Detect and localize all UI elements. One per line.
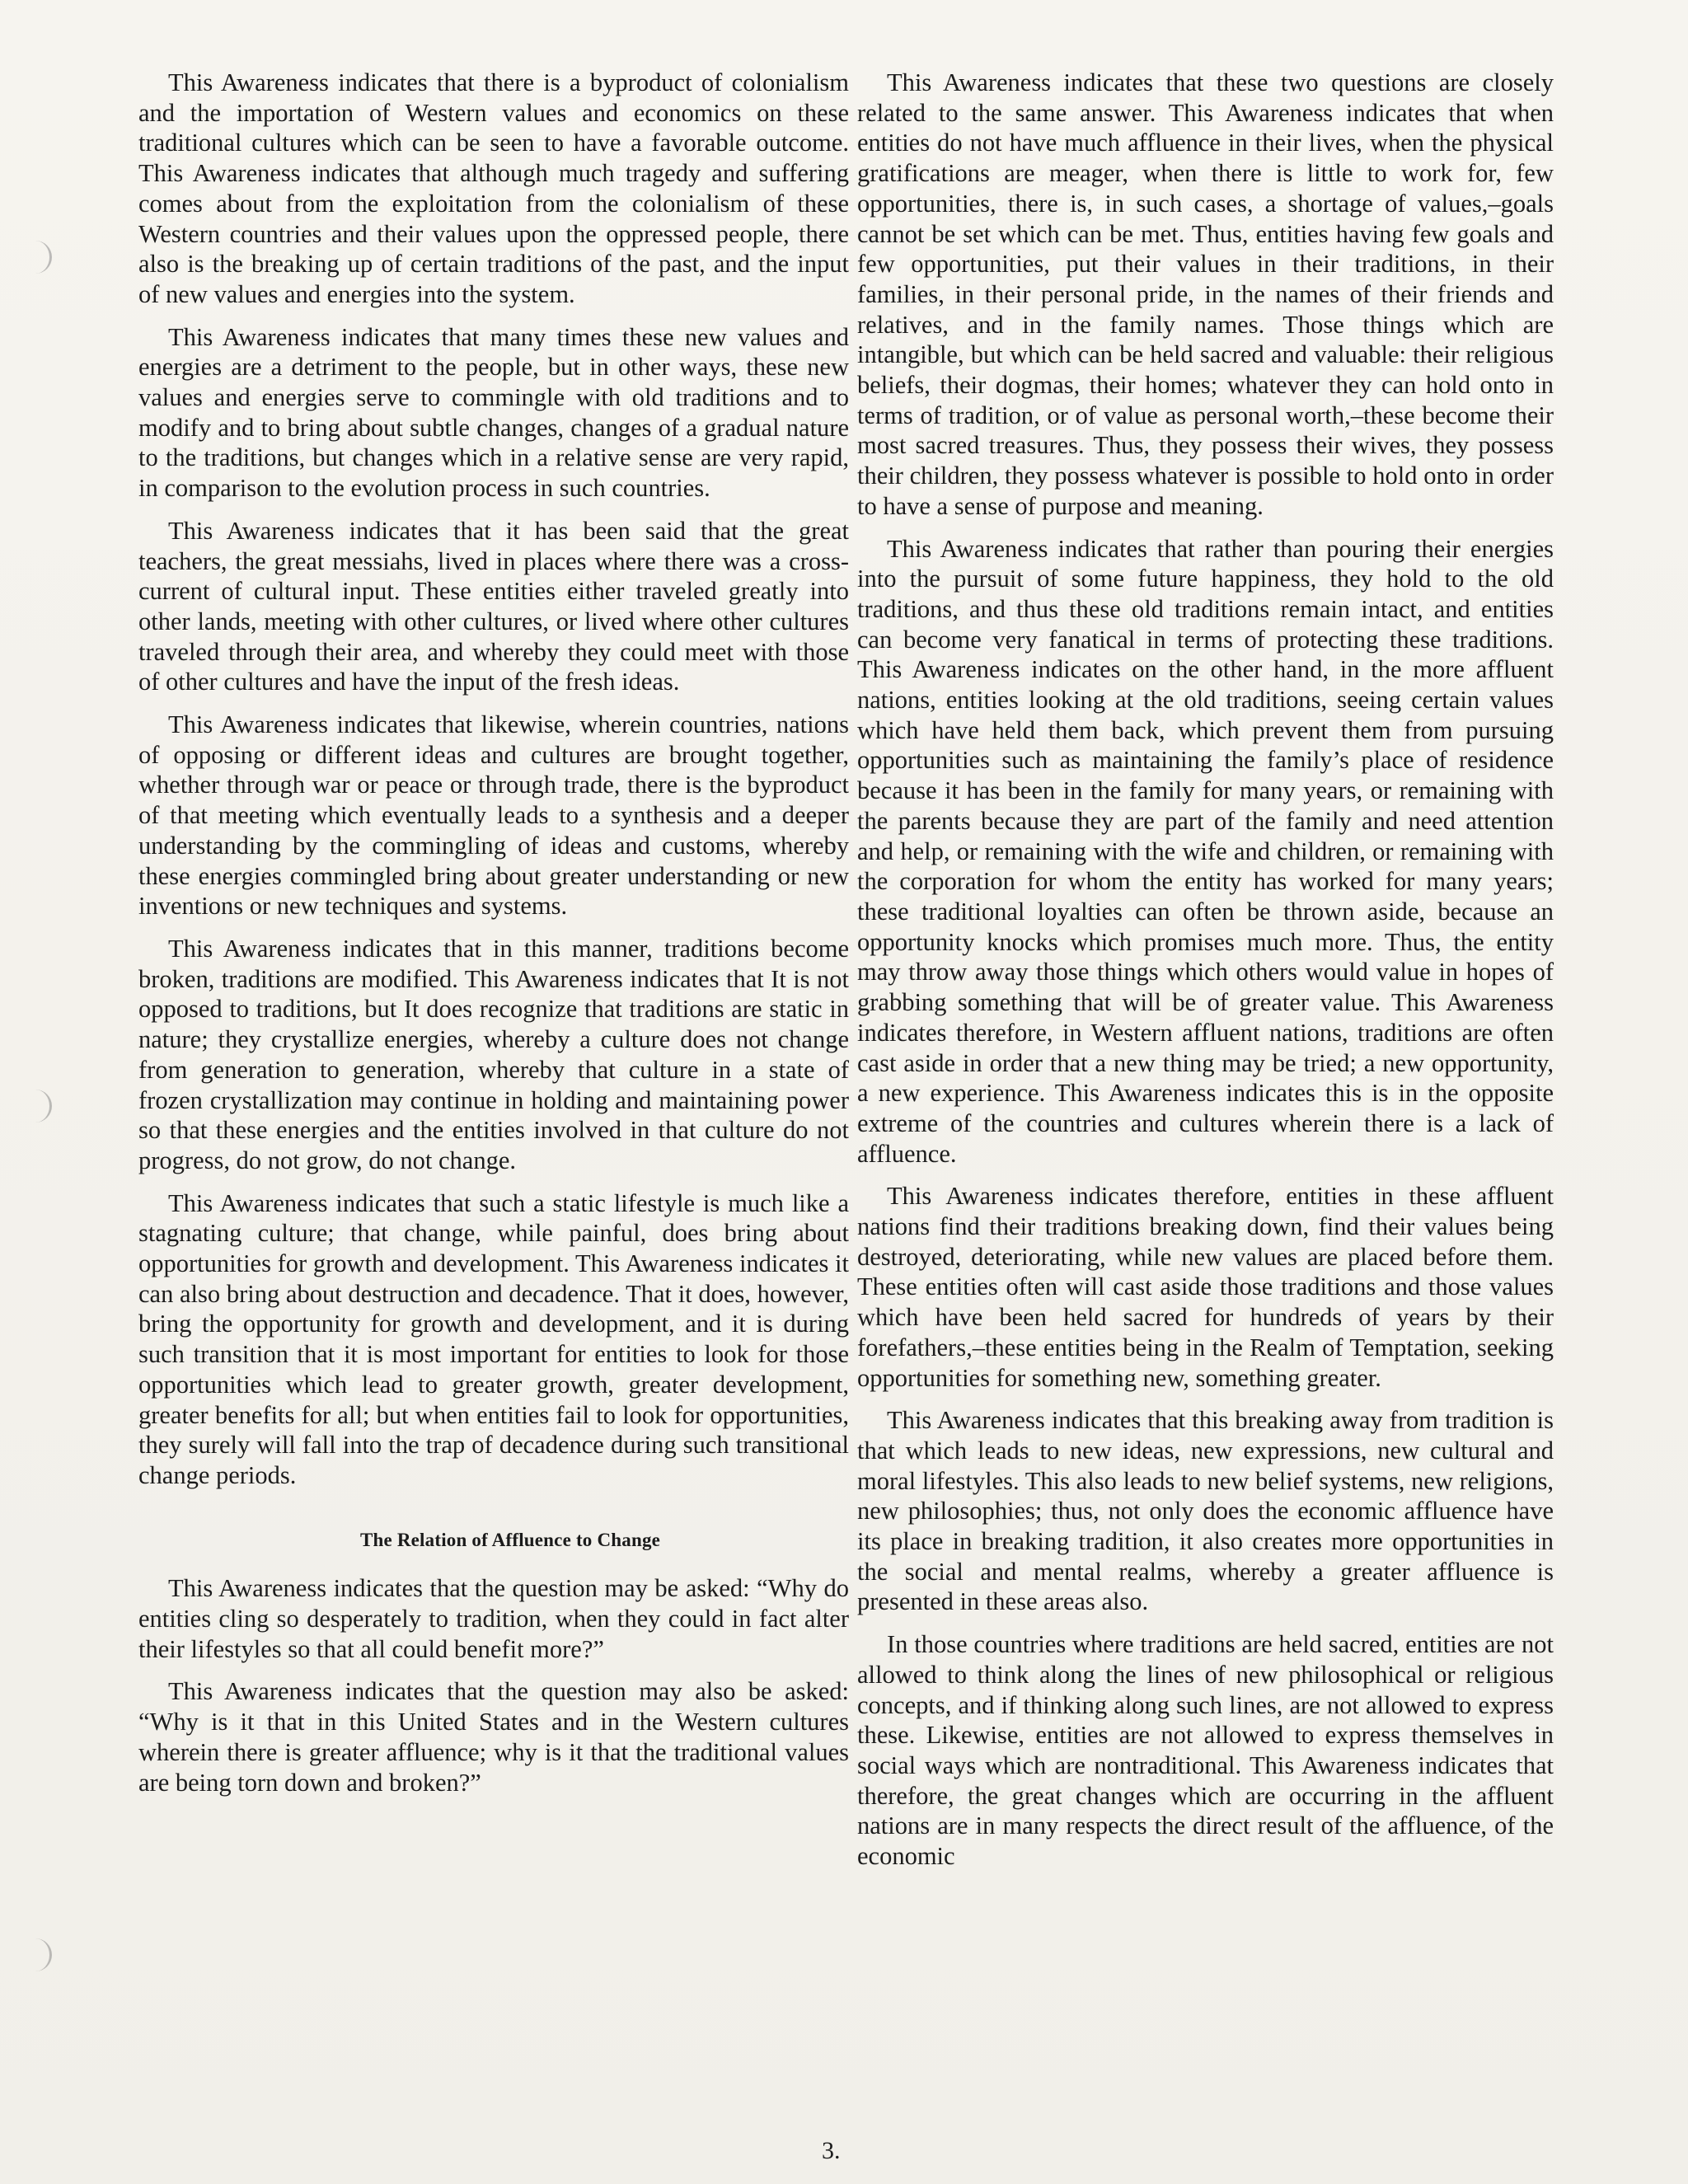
left-paragraph-7: This Awareness indicates that the question may be asked: “Why do entities cling so desperately to tradition, when they could in fact alter their lifestyles so that all could benefit more?” <box>138 1574 849 1663</box>
right-paragraph-4: This Awareness indicates that this breaking away from tradition is that which leads to new ideas, new expressions, new cultural and moral lifestyles. This also leads to new belief systems, new religions, new philosophies; thus, not only does the economic affluence have its place in breaking tradition, it also creates more opportunities in the social and mental realms, whereby a greater affluence is presented in these areas also. <box>857 1406 1554 1616</box>
page-number: 3. <box>822 2137 841 2164</box>
left-paragraph-3: This Awareness indicates that it has been said that the great teachers, the great messiahs, lived in places where there was a cross-current of cultural input. These entities either traveled greatly into other lands, meeting with other cultures, or lived where other cultures traveled through their area, and whereby they could meet with those of other cultures and have the input of the fresh ideas. <box>138 516 849 696</box>
left-paragraph-2: This Awareness indicates that many times these new values and energies are a detriment to the people, but in other ways, these new values and energies serve to commingle with old traditions and to modify and to bring about subtle changes, changes of a gradual nature to the traditions, but changes which in a relative sense are very rapid, in comparison to the evolution process in such countries. <box>138 322 849 503</box>
right-paragraph-5: In those countries where traditions are held sacred, entities are not allowed to think along the lines of new philosophical or religious concepts, and if thinking along such lines, are not allowed to express these. Likewise, entities are not allowed to express themselves in social ways which are nontraditional. This Awareness indicates that therefore, the great changes which are occurring in the affluent nations are in many respects the direct result of the affluence, of the economic <box>857 1630 1554 1871</box>
binder-hole-top <box>0 241 52 274</box>
left-column <box>138 68 849 1797</box>
binder-hole-middle <box>0 1090 52 1122</box>
left-paragraph-6: This Awareness indicates that such a static lifestyle is much like a stagnating culture; that change, while painful, does bring about opportunities for growth and development. This Awareness indicates it can also bring about destruction and decadence. That it does, however, bring the opportunity for growth and development, and it is during such transition that it is most important for entities to look for those opportunities which lead to greater growth, greater development, greater benefits for all; but when entities fail to look for opportunities, they surely will fall into the trap of decadence during such transitional change periods. <box>138 1188 849 1489</box>
right-paragraph-2: This Awareness indicates that rather than pouring their energies into the pursuit of some future happiness, they hold to the old traditions, and thus these old traditions remain intact, and entities can become very fanatical in terms of protecting these traditions. This Awareness indicates on the other hand, in the more affluent nations, entities looking at the old traditions, seeing certain values which have held them back, which prevent them from pursuing opportunities such as maintaining the family’s place of residence because it has been in the family for many years, or remaining with the parents because they are part of the family and need attention and help, or remaining with the wife and children, or remaining with the corporation for whom the entity has worked for many years; these traditional loyalties can often be thrown aside, because an opportunity knocks which promises much more. Thus, the entity may throw away those things which others would value in hopes of grabbing something that will be of greater value. This Awareness indicates therefore, in Western affluent nations, traditions are often cast aside in order that a new thing may be tried; a new opportunity, a new experience. This Awareness indicates this is in the opposite extreme of the countries and cultures wherein there is a lack of affluence. <box>857 534 1554 1168</box>
right-paragraph-3: This Awareness indicates therefore, entities in these affluent nations find their traditions breaking down, find their values being destroyed, deteriorating, while new values are placed before them. These entities often will cast aside those traditions and those values which have been held sacred for hundreds of years by their forefathers,–these entities being in the Realm of Temptation, seeking opportunities for something new, something greater. <box>857 1182 1554 1392</box>
section-heading: The Relation of Affluence to Change <box>359 1529 661 1550</box>
left-paragraph-8: This Awareness indicates that the question may also be asked: “Why is it that in this United States and in the Western cultures wherein there is greater affluence; why is it that the traditional values are being torn down and broken?” <box>138 1677 849 1797</box>
left-paragraph-4: This Awareness indicates that likewise, wherein countries, nations of opposing or different ideas and cultures are brought together, whether through war or peace or through trade, there is the byproduct of that meeting which eventually leads to a synthesis and a deeper understanding by the commingling of ideas and customs, whereby these energies commingled bring about greater understanding or new inventions or new techniques and systems. <box>138 710 849 921</box>
binder-hole-bottom <box>0 1938 52 1971</box>
left-paragraph-5: This Awareness indicates that in this manner, traditions become broken, traditions are modified. This Awareness indicates that It is not opposed to traditions, but It does recognize that traditions are static in nature; they crystallize energies, whereby a culture does not change from generation to generation, whereby that culture in a state of frozen crystallization may continue in holding and maintaining power so that these energies and the entities involved in that culture do not progress, do not grow, do not change. <box>138 934 849 1174</box>
right-paragraph-1: This Awareness indicates that these two questions are closely related to the same answer. This Awareness indicates that when entities do not have much affluence in their lives, when the physical gratifications are meager, when there is little to work for, few opportunities, there is, in such cases, a shortage of values,–goals cannot be set which can be met. Thus, entities having few goals and few opportunities, put their values in their traditions, in their families, in their personal pride, in the names of their friends and relatives, and in the family names. Those things which are intangible, but which can be held sacred and valuable: their religious beliefs, their dogmas, their homes; whatever they can hold onto in terms of tradition, or of value as personal worth,–these become their most sacred treasures. Thus, they possess their wives, they possess their children, they possess whatever is possible to hold onto in order to have a sense of purpose and meaning. <box>857 68 1554 520</box>
right-column <box>857 68 1554 1872</box>
left-paragraph-1: This Awareness indicates that there is a byproduct of colonialism and the importation of Western values and economics on these traditional cultures which can be seen to have a favorable outcome. This Awareness indicates that although much tragedy and suffering comes about from the exploitation from the colonialism of these Western countries and their values upon the oppressed people, there also is the breaking up of certain traditions of the past, and the input of new values and energies into the system. <box>138 68 849 308</box>
